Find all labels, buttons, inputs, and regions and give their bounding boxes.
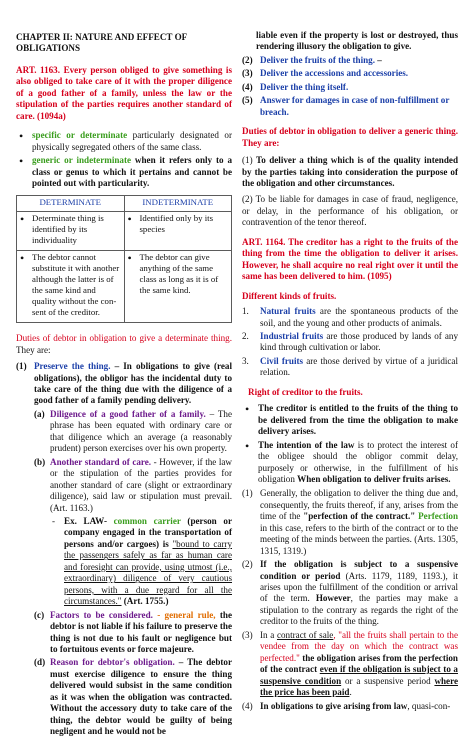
- list-item: (2) If the obligation is subject to a suspensive condition or period (Arts. 1179, 1189, 1193.), it arises upon the fulfillment of the condition or arrival of the term. However, the parties may make a stipulation to the contrary as regards the right of the creditor to the fruits of the thing.: [242, 559, 458, 627]
- duties-list-continued: [242, 55, 458, 118]
- duties-list: [16, 361, 232, 738]
- creditor-right-heading: Right of creditor to the fruits.: [248, 386, 363, 397]
- comparison-table: [16, 195, 232, 323]
- duties-heading-tail: They are:: [16, 344, 51, 355]
- bullet-lead: specific or determinate: [32, 130, 128, 141]
- list-item: (4) In obligations to give arising from law, quasi-con-: [242, 700, 451, 711]
- table-cell: • Determinate thing is identified by its individuality: [20, 213, 121, 246]
- bullet-text: particularly designated or physically segregated others of the same class.: [32, 130, 232, 152]
- right-column: [242, 30, 458, 714]
- item-text: – In obligations to give (real obligations), the obligor has the incidental duty to take care of the thing due with the diligence of a good father of a family pending delivery.: [34, 361, 232, 406]
- list-item: (3) Deliver the accessions and accessories.: [242, 68, 409, 79]
- list-item: [16, 155, 232, 189]
- bullet-text: when it refers only to a class or genus to which it pertains and cannot be pointed out with particularity.: [32, 155, 232, 188]
- article-1164: ART. 1164. The creditor has a right to the fruits of the thing from the time the obligation to deliver it arises. However, he shall acquire no real right over it until the same has been delivered to him. (1095): [242, 236, 458, 282]
- table-cell: • The debtor can give anything of the same class as long as it is of the same kind.: [128, 252, 229, 296]
- list-item: (1) Generally, the obligation to deliver the thing due and, consequently, the fruits thereof, if any, arises from the time of the "perfection of the contract." Perfection in this case, refers to the birth of the contract or to the meeting of the minds between the parties. (Arts. 1305, 1315, 1319.): [242, 488, 458, 556]
- list-item: [16, 130, 232, 153]
- list-item: 1. Natural fruits are the spontaneous products of the soil, and the young and other products of animals.: [242, 306, 458, 328]
- table-cell: • Identified only by its species: [128, 213, 229, 235]
- fruits-obligation-list: [242, 488, 458, 712]
- list-item: (1) Preserve the thing. – In obligations to give (real obligations), the obligor has the incidental duty to take care of the thing due with the diligence of a good father of a family pending delivery. (a) Diligence of a good father of a family. – The phrase has been equated with ordinary care or that diligence which an average (a reasonably prudent) person exercises over his own property. (b) Another standard of care. - However, if the law or the stipulation of the parties provides for another standard of care (slight or extraordinary diligence), said law or stipulation must prevail. (Art. 1163.) - Ex. LAW- common carrier (person or company engaged in the transportation of persons and/or cargoes) is "bound to carry the passengers safely as far as human care and foresight can provide, using utmost (i.e., extraordinary) diligence of very cautious persons, with a due regard for all the circumstances." (Art. 1755.) (c) Factors to be considered. - general rule, the debtor is not liable if his failure to preserve the thing is not due to his fault or negligence but to fortuitous events or force majeure. (d) Reason for debtor's obligation. – The debtor must exercise diligence to ensure the thing delivered would subsist in the same condition as it was when the obligation was contracted. Without the accessory duty to take care of the thing, the debtor would be guilty of being negligent and he would not be: [16, 361, 233, 737]
- sub-item-a: (a) Diligence of a good father of a family. – The phrase has been equated with ordinary care or that diligence which an average (a reasonably prudent) person exercises over his own property.: [34, 408, 232, 454]
- creditor-right-list: [242, 403, 458, 485]
- bullet-lead: generic or indeterminate: [32, 155, 132, 166]
- list-item: (4) Deliver the thing itself.: [242, 81, 349, 92]
- chapter-title: CHAPTER II: NATURE AND EFFECT OF OBLIGATIONS: [16, 32, 187, 54]
- duties-heading-text: Duties of debtor in obligation to give a determinate thing.: [16, 333, 232, 344]
- list-item: (2) Deliver the fruits of the thing. –: [242, 54, 382, 65]
- table-cell: • The debtor cannot substitute it with another although the latter is of the same kind and quality without the con- sent of the creditor.: [20, 252, 121, 318]
- duties-heading: [16, 333, 232, 356]
- list-item: (5) Answer for damages in case of non-fulfillment or breach.: [242, 95, 450, 117]
- table-header-indeterminate: INDETERMINATE: [124, 196, 232, 211]
- generic-duty-1: (1) To deliver a thing which is of the quality intended by the parties taking into consideration the purpose of the obligation and other circumstances.: [242, 155, 458, 188]
- generic-duties-heading: Duties of debtor in obligation to deliver a generic thing. They are:: [242, 126, 458, 148]
- list-item: 3. Civil fruits are those derived by virtue of a juridical relation.: [242, 355, 458, 378]
- sub-item-d: (d) Reason for debtor's obligation. – The debtor must exercise diligence to ensure the thing delivered would subsist in the same condition as it was when the obligation was contracted. Without the accessory duty to take care of the thing, the debtor would be guilty of being negligent and he would not be: [34, 657, 233, 737]
- sub-item-c: (c) Factors to be considered. - general rule, the debtor is not liable if his failure to preserve the thing is not due to his fault or negligence but to fortuitous events or force majeure.: [34, 609, 232, 654]
- fruits-list: [242, 306, 458, 379]
- list-item: • The creditor is entitled to the fruits of the thing to be delivered from the time the obligation to make delivery arises.: [242, 403, 458, 437]
- table-row: [17, 250, 232, 322]
- thing-types-list: [16, 130, 232, 189]
- example-item: - Ex. LAW- common carrier (person or company engaged in the transportation of persons and/or cargoes) is "bound to carry the passengers safely as far as human care and foresight can provide, using utmost (i.e., extraordinary) diligence of very cautious persons, with a due regard for all the circumstances." (Art. 1755.): [52, 516, 232, 607]
- table-header-determinate: DETERMINATE: [17, 196, 125, 211]
- continuation-text: liable even if the property is lost or destroyed, thus rendering illusory the obligation to give.: [256, 30, 458, 52]
- list-item: • The intention of the law is to protect the interest of the obligee should the obligor commit delay, purposely or otherwise, in the fulfillment of his obligation When obligation to deliver fruits arises.: [242, 440, 458, 486]
- table-row: [17, 211, 232, 250]
- generic-duty-2: (2) To be liable for damages in case of fraud, negligence, or delay, in the performance of his obligation, or contravention of the tenor thereof.: [242, 194, 458, 228]
- fruits-heading: Different kinds of fruits.: [242, 290, 337, 301]
- article-1163: ART. 1163. Every person obliged to give something is also obliged to take care of it with the proper diligence of a good father of a family, unless the law or the stipulation of the parties requires another standard of care. (1094a): [16, 64, 232, 121]
- item-lead: Preserve the thing.: [34, 361, 111, 372]
- sub-item-b: (b) Another standard of care. - However, if the law or the stipulation of the parties provides for another standard of care (slight or extraordinary diligence), said law or stipulation must prevail. (Art. 1163.) - Ex. LAW- common carrier (person or company engaged in the transportation of persons and/or cargoes) is "bound to carry the passengers safely as far as human care and foresight can provide, using utmost (i.e., extraordinary) diligence of very cautious persons, with a due regard for all the circumstances." (Art. 1755.): [34, 456, 232, 607]
- list-item: (3) In a contract of sale, "all the fruits shall pertain to the vendee from the day on which the contract was perfected." the obligation arises from the perfection of the contract even if the obligation is subject to a suspensive condition or a suspensive period where the price has been paid.: [242, 629, 459, 698]
- left-column: [16, 32, 232, 740]
- list-item: 2. Industrial fruits are those produced by lands of any kind through cultivation or labor.: [242, 330, 459, 353]
